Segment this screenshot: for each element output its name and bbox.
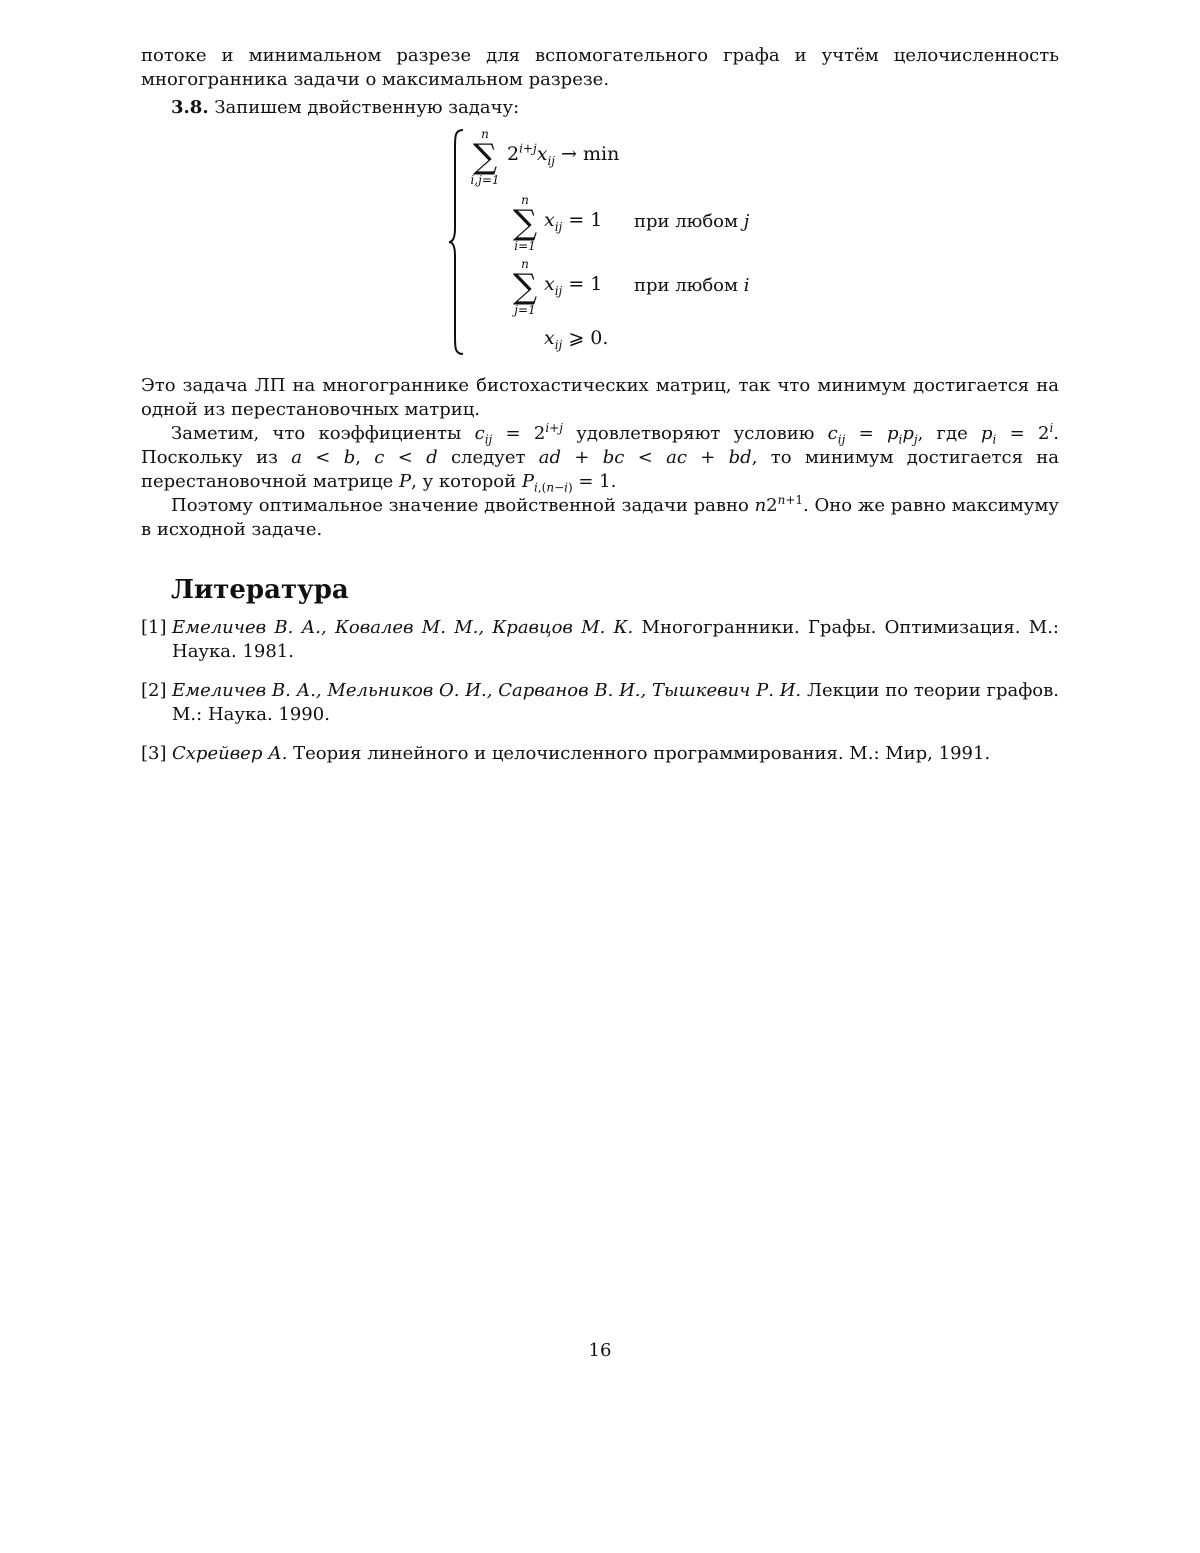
- reference-title: Теория линейного и целочисленного программирования. М.: Мир, 1991.: [287, 743, 990, 764]
- objective-base: 2: [507, 143, 519, 165]
- references-list: [141, 616, 1059, 766]
- constraint-sum-i: [503, 194, 547, 252]
- paragraph-optimal-value: Поэтому оптимальное значение двойственной задачи равно n2n+1. Оно же равно максимуму в исходной задаче.: [141, 494, 1059, 542]
- reference-number: [1]: [141, 616, 167, 640]
- reference-title: Лекции по теории графов. М.: Наука. 1990.: [172, 680, 1059, 725]
- objective-subscript: ij: [547, 154, 555, 168]
- text-part: удовлетворяют условию: [563, 423, 828, 444]
- text-part: следует: [438, 447, 539, 468]
- reference-number: [3]: [141, 742, 167, 766]
- reference-item: [141, 616, 1059, 664]
- constraint-row-j: xij = 1: [544, 208, 602, 232]
- constraint-cond-j: [634, 210, 749, 234]
- dual-problem-system: [141, 128, 1059, 366]
- text-part: Поэтому оптимальное значение двойственной задачи равно: [171, 495, 755, 516]
- section-3-8: [141, 96, 1059, 120]
- constraint-row-i: xij = 1: [544, 272, 602, 296]
- text-part: , где: [918, 423, 981, 444]
- reference-title: Многогранники. Графы. Оптимизация. М.: Наука. 1981.: [172, 617, 1059, 662]
- condition-text: при любом: [634, 211, 744, 232]
- sigma-symbol: ∑: [503, 206, 547, 240]
- sum-upper-limit: n: [503, 258, 547, 270]
- constraint-rhs: = 1: [562, 209, 602, 231]
- references-heading: Литература: [171, 578, 1059, 602]
- paragraph-lp: Это задача ЛП на многограннике бистохастических матриц, так что минимум достигается на одной из перестановочных матриц.: [141, 374, 1059, 422]
- sum-upper-limit: n: [463, 128, 507, 140]
- sum-upper-limit: n: [503, 194, 547, 206]
- reference-authors: Схрейвер А.: [172, 743, 287, 764]
- sum-lower-limit: j=1: [503, 304, 547, 316]
- objective-variable: x: [537, 143, 548, 165]
- constraint-sum-j: [503, 258, 547, 316]
- text-part: , у которой: [411, 471, 522, 492]
- condition-text: при любом: [634, 275, 744, 296]
- paragraph-intro: потоке и минимальном разрезе для вспомогательного графа и учтём целочисленность многогранника задачи о максимальном разрезе.: [141, 44, 1059, 92]
- sigma-symbol: ∑: [503, 270, 547, 304]
- page-body: [141, 44, 1059, 781]
- constraint-cond-i: [634, 274, 750, 298]
- sigma-symbol: ∑: [463, 140, 507, 174]
- text-part: . Поскольку из: [141, 423, 1059, 468]
- objective-sum: [463, 128, 507, 186]
- reference-authors: Емеличев В. А., Ковалев М. М., Кравцов М. К.: [172, 617, 633, 638]
- constraint-rhs: = 1: [562, 273, 602, 295]
- section-number: 3.8.: [171, 97, 209, 118]
- objective-expression: [507, 142, 619, 166]
- text-part: Заметим, что коэффициенты: [171, 423, 475, 444]
- reference-number: [2]: [141, 679, 167, 703]
- text-part: = 1.: [573, 471, 617, 492]
- paragraph-coefficients: Заметим, что коэффициенты cij = 2i+j удовлетворяют условию cij = pipj, где pi = 2i. Поскольку из a < b, c < d следует ad + bc < ac + bd, то минимум достигается на перестановочной матрице P, у которой Pi,(n−i) = 1.: [141, 422, 1059, 494]
- page-number: 16: [0, 1340, 1200, 1361]
- text-part: , то минимум достигается на перестановочной матрице: [141, 447, 1059, 492]
- sum-lower-limit: i=1: [503, 240, 547, 252]
- text-part: . Оно же равно максимуму в исходной задаче.: [141, 495, 1059, 540]
- objective-min: → min: [555, 143, 619, 165]
- nonnegativity-row: xij ⩾ 0.: [544, 326, 608, 350]
- reference-authors: Емеличев В. А., Мельников О. И., Сарванов В. И., Тышкевич Р. И.: [172, 680, 801, 701]
- condition-variable: i: [744, 275, 750, 296]
- objective-exponent: i+j: [519, 142, 537, 156]
- reference-item: [141, 742, 1059, 766]
- condition-variable: j: [744, 211, 750, 232]
- nonnegativity-expr: ⩾ 0.: [562, 327, 608, 349]
- reference-item: [141, 679, 1059, 727]
- section-text: Запишем двойственную задачу:: [214, 97, 519, 118]
- sum-lower-limit: i,j=1: [463, 174, 507, 186]
